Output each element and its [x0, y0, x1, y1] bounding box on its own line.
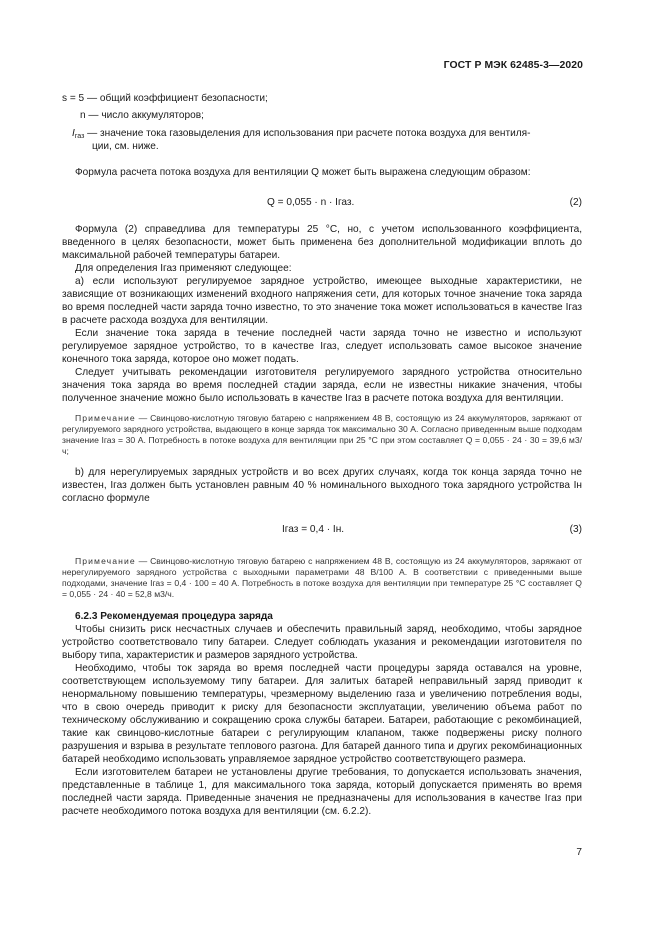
formula-2-number: (2) — [569, 197, 582, 208]
definition-igas — [72, 127, 582, 153]
note-1-label: Примечание — [75, 413, 136, 423]
definition-n: n — число аккумуляторов; — [80, 110, 204, 121]
option-b-paragraph: b) для нерегулируемых зарядных устройств и во всех других случаях, когда ток конца заряда точно не известен, Iгаз должен быть установлен равным 40 % номинального выходного тока зарядного устройства Iн согласно формуле — [62, 467, 582, 505]
formula-3 — [62, 523, 582, 537]
section-paragraph-2: Необходимо, чтобы ток заряда во время последней части процедуры заряда оставался на уровне, соответствующем используемому типу батареи. Для залитых батарей неправильный заряд приводит к ненормальному повышению температуры, чрезмерному выделению газа и увеличению потребления воды, что в свою очередь приводит к риску для безопасности эксплуатации, увеличению объема работ по техническому обслуживанию и сокращению срока службы батареи. Батареи, работающие с рекомбинацией, такие как свинцово-кислотные батареи с регулирующим клапаном, также подвержены риску полного разрушения и взрыва в результате теплового разгона. Для батарей данного типа и других рекомбинационных батарей необходимо использовать управляемое зарядное устройство соответствующего размера. — [62, 663, 582, 765]
note-2-text: — Свинцово-кислотную тяговую батарею с напряжением 48 В, состоящую из 24 аккумуляторов, заряжают от нерегулируемого зарядного устройства с выходными параметрами 48 В/100 А. В соответствии с приведенными выше подходами, значение Iгаз = 0,4 · 100 = 40 А. Потребность в потоке воздуха для вентиляции при температуре 25 °С составляет Q = 0,055 · 24 · 40 = 52,8 м3/ч. — [62, 556, 582, 600]
determine-paragraph: Для определения Iгаз применяют следующее: — [75, 263, 292, 274]
igas-symbol: I — [72, 128, 75, 139]
standard-header: ГОСТ Р МЭК 62485-3—2020 — [443, 60, 583, 71]
option-a-paragraph: а) если используют регулируемое зарядное устройство, имеющее выходные характеристики, не зависящие от возникающих изменений входного напряжения сети, для которых точное значение тока заряда во время последней части заряда точно известно, то это значение тока может использоваться в качестве Iгаз в расчете расхода воздуха для вентиляции. — [62, 276, 582, 326]
note-1 — [62, 413, 582, 457]
igas-subscript: газ — [74, 133, 85, 140]
igas-text-line1: — значение тока газовыделения для использования при расчете потока воздуха для вентиля- — [84, 128, 531, 139]
note-1-text: — Свинцово-кислотную тяговую батарею с напряжением 48 В, состоящую из 24 аккумуляторов, заряжают от регулируемого зарядного устройства, выдающего в конце заряда ток максимально 30 А. Согласно приведенным выше подходам значение Iгаз = 30 А. Потребность в потоке воздуха для вентиляции при 25 °С при этом составляет Q = 0,055 · 24 · 30 = 39,6 м3/ч; — [62, 413, 582, 457]
page-number: 7 — [576, 847, 582, 858]
formula-2-description: Формула (2) справедлива для температуры 25 °С, но, с учетом использованного коэффициента, введенного в целях безопасности, может быть применена без дополнительной модификации вплоть до максимальной рабочей температуры батареи. — [62, 224, 582, 261]
definition-s: s = 5 — общий коэффициент безопасности; — [62, 93, 268, 104]
formula-intro: Формула расчета потока воздуха для вентиляции Q может быть выражена следующим образом: — [75, 167, 531, 178]
formula-2-expression: Q = 0,055 · n · Iгаз. — [267, 197, 355, 208]
formula-2 — [62, 196, 582, 210]
unknown-current-paragraph: Если значение тока заряда в течение последней части заряда точно не известно и используют регулируемое зарядное устройство, то в качестве Iгаз, следует использовать самое высокое значение конечного тока заряда, которое оно может подать. — [62, 328, 582, 365]
recommendation-paragraph: Следует учитывать рекомендации изготовителя регулируемого зарядного устройства относительно значения тока заряда во время последней стадии заряда, если не известны никакие значения, чтобы полученное значение можно было использовать в качестве Iгаз в расчете потока воздуха для вентиляции. — [62, 367, 582, 404]
section-paragraph-3: Если изготовителем батареи не установлены другие требования, то допускается использовать значения, представленные в таблице 1, для максимального тока заряда, который допускается применять во время последней части заряда. Приведенные значения не предназначены для использования в качестве Iгаз при расчете необходимого потока воздуха для вентиляции (см. 6.2.2). — [62, 767, 582, 817]
section-heading: 6.2.3 Рекомендуемая процедура заряда — [75, 611, 273, 622]
formula-3-expression: Iгаз = 0,4 · Iн. — [282, 524, 345, 535]
note-2 — [62, 556, 582, 600]
section-paragraph-1: Чтобы снизить риск несчастных случаев и обеспечить правильный заряд, необходимо, чтобы зарядное устройство соответствовало типу батареи. Следует соблюдать указания и рекомендации изготовителя по выбору типа, характеристик и размеров зарядного устройства. — [62, 624, 582, 661]
note-2-label: Примечание — [75, 556, 136, 566]
formula-3-number: (3) — [569, 524, 582, 535]
igas-text-line2: ции, см. ниже. — [92, 141, 159, 152]
